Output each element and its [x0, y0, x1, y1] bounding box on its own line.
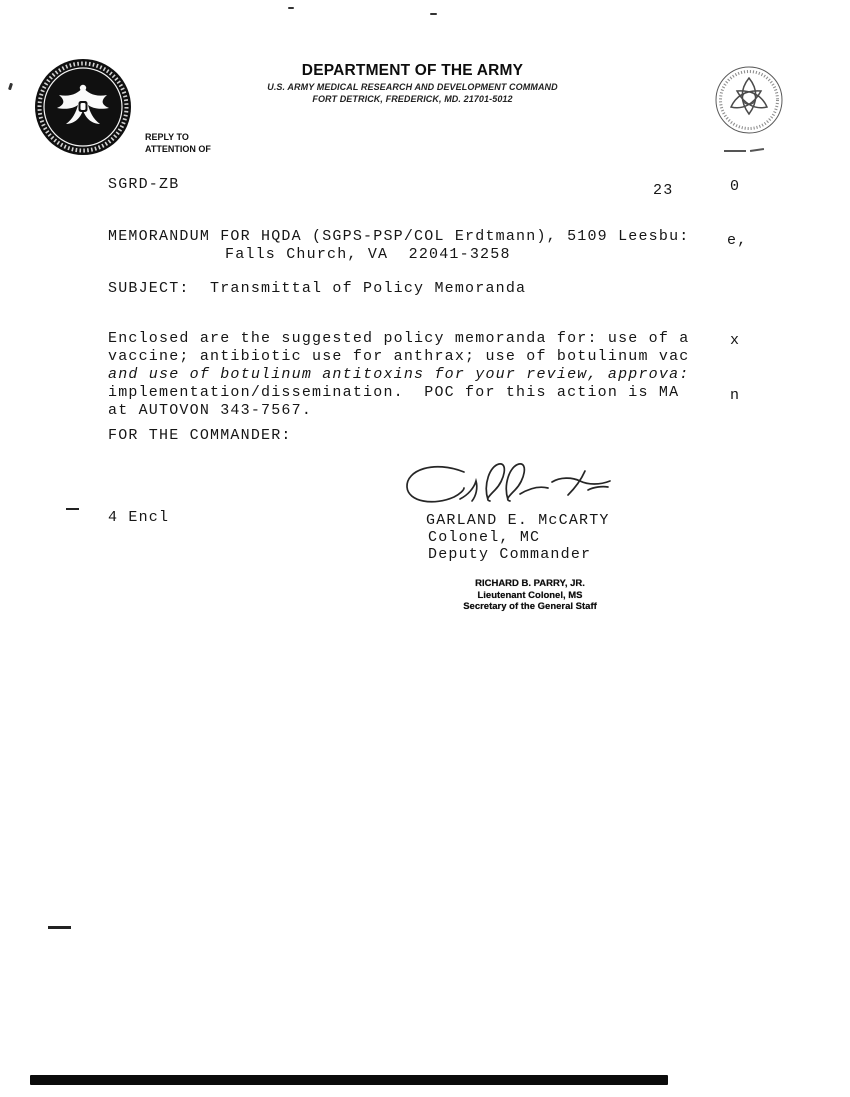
handwritten-signature-icon [400, 458, 620, 520]
signature-graphic [400, 458, 620, 520]
accreditation-stamp-graphic [712, 52, 784, 160]
secretary-stamp-block [440, 578, 620, 613]
stamp-rank: Lieutenant Colonel, MS [477, 589, 583, 601]
body-line-4: implementation/dissemination. POC for this action is MA [108, 384, 680, 401]
office-symbol: SGRD-ZB [108, 176, 180, 193]
department-title: DEPARTMENT OF THE ARMY [301, 62, 524, 79]
stamp-title: Secretary of the General Staff [463, 601, 597, 612]
signer-rank: Colonel, MC [428, 529, 541, 546]
subject-line: SUBJECT: Transmittal of Policy Memoranda [108, 280, 527, 297]
body-line-5: at AUTOVON 343-7567. [108, 402, 313, 419]
command-subtitle: U.S. ARMY MEDICAL RESEARCH AND DEVELOPMENT COMMAND [267, 82, 558, 92]
enclosures-line: 4 Encl [108, 509, 170, 526]
scan-speck [430, 13, 437, 15]
scan-artifact-bar [30, 1075, 668, 1085]
memo-address-line1: MEMORANDUM FOR HQDA (SGPS-PSP/COL Erdtmann), 5109 Leesbu: [108, 228, 690, 245]
signer-name: GARLAND E. McCARTY [426, 512, 610, 529]
attention-of-label: ATTENTION OF [145, 144, 211, 154]
margin-fragment-body1: x [730, 332, 741, 349]
scan-speck [288, 7, 294, 9]
margin-fragment-address: e, [727, 232, 748, 249]
scan-speck [8, 83, 13, 91]
reply-to-label: REPLY TO [145, 132, 189, 142]
dod-seal-graphic [33, 55, 133, 159]
address-subtitle: FORT DETRICK, FREDERICK, MD. 21701-5012 [312, 94, 513, 104]
body-line-3: and use of botulinum antitoxins for your review, approva: [108, 366, 690, 383]
margin-fragment-body4: n [730, 387, 741, 404]
page-number: 23 [653, 182, 674, 199]
margin-tick [66, 508, 79, 510]
body-line-1: Enclosed are the suggested policy memoranda for: use of a [108, 330, 690, 347]
body-line-2: vaccine; antibiotic use for anthrax; use of botulinum vac [108, 348, 690, 365]
reply-to-block [145, 131, 211, 155]
letterhead [230, 62, 595, 104]
margin-dash [48, 926, 71, 929]
memo-address-line2: Falls Church, VA 22041-3258 [225, 246, 511, 263]
closing-line: FOR THE COMMANDER: [108, 427, 292, 444]
accreditation-stamp-icon [712, 52, 784, 160]
stamp-name: RICHARD B. PARRY, JR. [475, 578, 585, 589]
margin-fragment-top: 0 [730, 178, 741, 195]
signer-title: Deputy Commander [428, 546, 592, 563]
dod-seal-icon [33, 55, 133, 159]
